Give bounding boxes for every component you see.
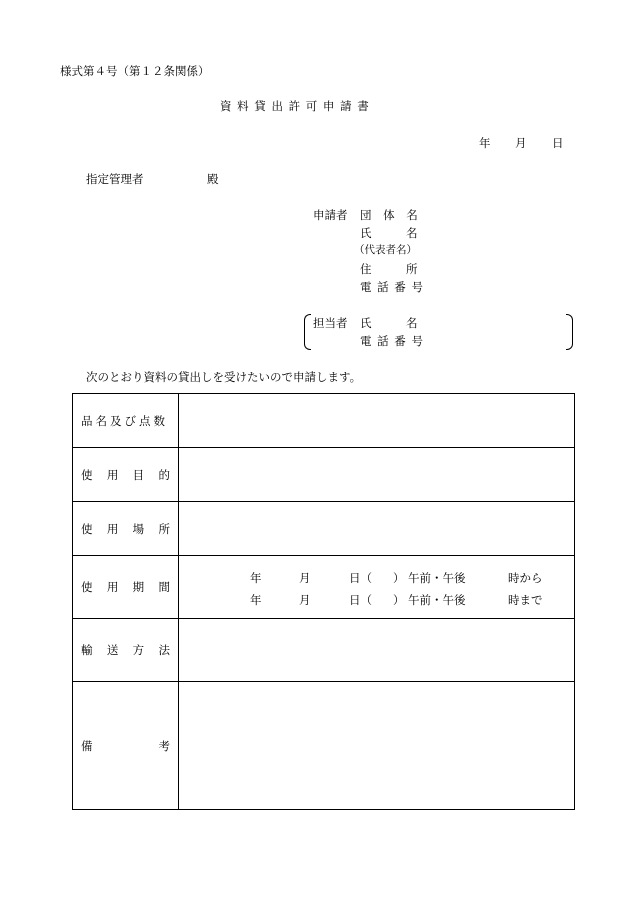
label-place: 使 用 場 所 [73,502,179,556]
period-to-suffix: 時まで [508,593,543,607]
period-from-month: 月 [299,571,311,585]
application-table [72,393,575,810]
table-row-remarks [73,682,575,810]
input-period[interactable] [179,556,575,619]
addressee-honorific: 殿 [207,172,219,186]
label-purpose: 使 用 目 的 [73,448,179,502]
applicant-rep-note: （代表者名） [354,244,417,256]
label-items: 品名及び点数 [73,394,179,448]
input-place[interactable] [179,502,575,556]
input-purpose[interactable] [179,448,575,502]
application-statement: 次のとおり資料の貸出しを受けたいので申請します。 [86,370,362,384]
table-row-purpose [73,448,575,502]
period-to-year: 年 [250,593,262,607]
label-period: 使 用 期 間 [73,556,179,619]
date-day: 日 [552,136,564,150]
period-from-year: 年 [250,571,262,585]
label-remarks: 備 考 [73,682,179,810]
period-to-ampm: 午前・午後 [408,593,466,607]
document-title: 資 料 貸 出 許 可 申 請 書 [220,99,370,113]
input-remarks[interactable] [179,682,575,810]
period-to-day: 日（ [349,593,372,607]
table-row-transport [73,619,575,682]
applicant-heading: 申請者 [313,208,348,222]
form-reference: 様式第４号（第１２条関係） [60,64,210,78]
contact-bracket-right [566,314,573,350]
applicant-org-label: 団 体 名 [360,208,422,222]
table-row-items [73,394,575,448]
contact-phone-label: 電 話 番 号 [360,334,424,348]
period-to-month: 月 [299,593,311,607]
period-from-close: ） [393,571,405,585]
period-from-suffix: 時から [508,571,543,585]
addressee-label: 指定管理者 [86,172,144,186]
input-items[interactable] [179,394,575,448]
contact-name-label: 氏 名 [360,316,418,330]
date-year: 年 [479,136,491,150]
table-row-period [73,556,575,619]
input-transport[interactable] [179,619,575,682]
period-from-day: 日（ [349,571,372,585]
table-row-place [73,502,575,556]
applicant-phone-label: 電 話 番 号 [360,280,424,294]
period-to-close: ） [393,593,405,607]
date-month: 月 [515,136,527,150]
label-transport: 輸 送 方 法 [73,619,179,682]
period-from-ampm: 午前・午後 [408,571,466,585]
applicant-address-label: 住 所 [360,262,418,276]
contact-bracket-left [304,314,311,350]
contact-heading: 担当者 [313,316,348,330]
applicant-name-label: 氏 名 [360,226,418,240]
